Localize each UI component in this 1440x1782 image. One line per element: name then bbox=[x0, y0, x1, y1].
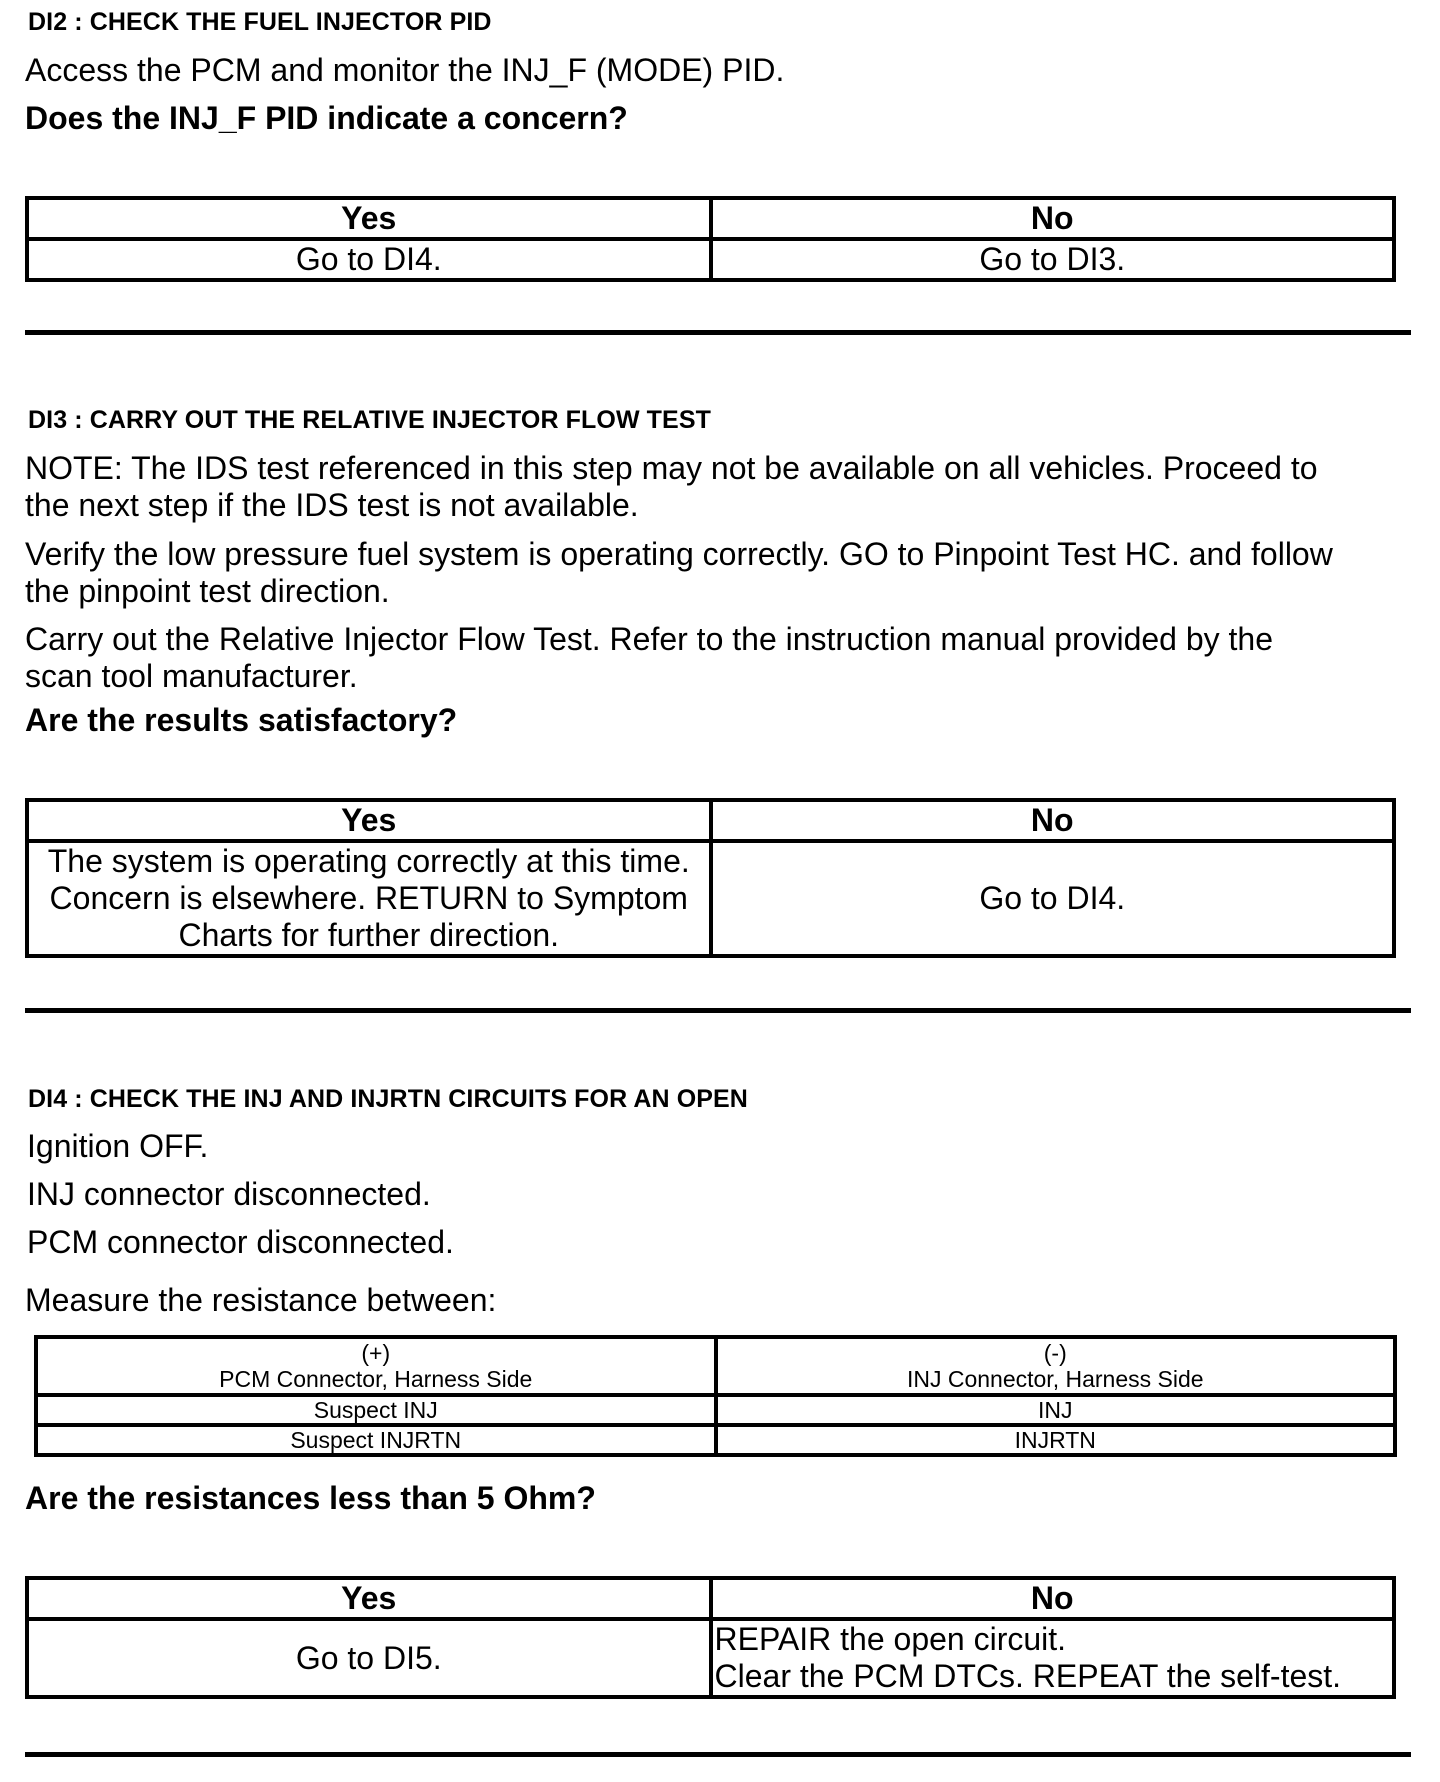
yes-header: Yes bbox=[27, 198, 711, 239]
yes-result-line3: Charts for further direction. bbox=[178, 917, 560, 953]
yes-header: Yes bbox=[27, 1578, 711, 1619]
yes-result-line1: The system is operating correctly at this time. bbox=[47, 843, 690, 879]
table-cell: INJRTN bbox=[716, 1425, 1396, 1455]
resistance-measurement-table bbox=[34, 1335, 1397, 1457]
di3-question: Are the results satisfactory? bbox=[25, 702, 458, 738]
di3-verify bbox=[25, 536, 1333, 610]
di3-heading: DI3 : CARRY OUT THE RELATIVE INJECTOR FLOW TEST bbox=[28, 406, 711, 434]
di3-carry-line1: Carry out the Relative Injector Flow Test. Refer to the instruction manual provided by the bbox=[25, 621, 1274, 657]
negative-header-label: INJ Connector, Harness Side bbox=[906, 1366, 1204, 1392]
no-header: No bbox=[711, 800, 1395, 841]
no-result: Go to DI3. bbox=[711, 239, 1395, 280]
di3-carry-line2: scan tool manufacturer. bbox=[25, 658, 358, 694]
di3-verify-line2: the pinpoint test direction. bbox=[25, 573, 390, 609]
di2-instruction: Access the PCM and monitor the INJ_F (MODE) PID. bbox=[25, 52, 785, 88]
yes-result bbox=[27, 841, 711, 956]
di4-heading: DI4 : CHECK THE INJ AND INJRTN CIRCUITS FOR AN OPEN bbox=[28, 1085, 748, 1113]
table-cell: Suspect INJ bbox=[36, 1395, 716, 1425]
di2-question: Does the INJ_F PID indicate a concern? bbox=[25, 100, 628, 136]
no-result: Go to DI4. bbox=[711, 841, 1395, 956]
di3-note bbox=[25, 450, 1318, 524]
yes-result: Go to DI5. bbox=[27, 1619, 711, 1697]
di4-step-pcm-connector: PCM connector disconnected. bbox=[27, 1224, 454, 1260]
di3-result-table bbox=[25, 798, 1396, 958]
yes-result: Go to DI4. bbox=[27, 239, 711, 280]
di2-heading: DI2 : CHECK THE FUEL INJECTOR PID bbox=[28, 8, 492, 36]
negative-symbol: (-) bbox=[1043, 1340, 1067, 1366]
no-result bbox=[711, 1619, 1395, 1697]
section-divider bbox=[25, 1752, 1411, 1757]
yes-header: Yes bbox=[27, 800, 711, 841]
di3-carry-out bbox=[25, 621, 1273, 695]
di4-result-table bbox=[25, 1576, 1396, 1699]
positive-header-label: PCM Connector, Harness Side bbox=[219, 1366, 533, 1392]
di4-step-inj-connector: INJ connector disconnected. bbox=[27, 1176, 431, 1212]
section-divider bbox=[25, 1008, 1411, 1013]
di3-verify-line1: Verify the low pressure fuel system is operating correctly. GO to Pinpoint Test HC. and follow bbox=[25, 536, 1333, 572]
no-header: No bbox=[711, 1578, 1395, 1619]
di2-result-table bbox=[25, 196, 1396, 282]
no-result-line1: REPAIR the open circuit. bbox=[714, 1621, 1067, 1657]
di4-question: Are the resistances less than 5 Ohm? bbox=[25, 1480, 596, 1516]
no-result-line2: Clear the PCM DTCs. REPEAT the self-test. bbox=[714, 1658, 1342, 1694]
di4-measure-instruction: Measure the resistance between: bbox=[25, 1282, 497, 1318]
di3-note-line2: the next step if the IDS test is not available. bbox=[25, 487, 639, 523]
positive-probe-header bbox=[36, 1337, 716, 1395]
positive-symbol: (+) bbox=[361, 1340, 391, 1366]
yes-result-line2: Concern is elsewhere. RETURN to Symptom bbox=[49, 880, 688, 916]
di3-note-line1: NOTE: The IDS test referenced in this step may not be available on all vehicles. Proceed to bbox=[25, 450, 1318, 486]
table-cell: Suspect INJRTN bbox=[36, 1425, 716, 1455]
di4-step-ignition: Ignition OFF. bbox=[27, 1128, 209, 1164]
negative-probe-header bbox=[716, 1337, 1396, 1395]
table-cell: INJ bbox=[716, 1395, 1396, 1425]
no-header: No bbox=[711, 198, 1395, 239]
section-divider bbox=[25, 330, 1411, 335]
